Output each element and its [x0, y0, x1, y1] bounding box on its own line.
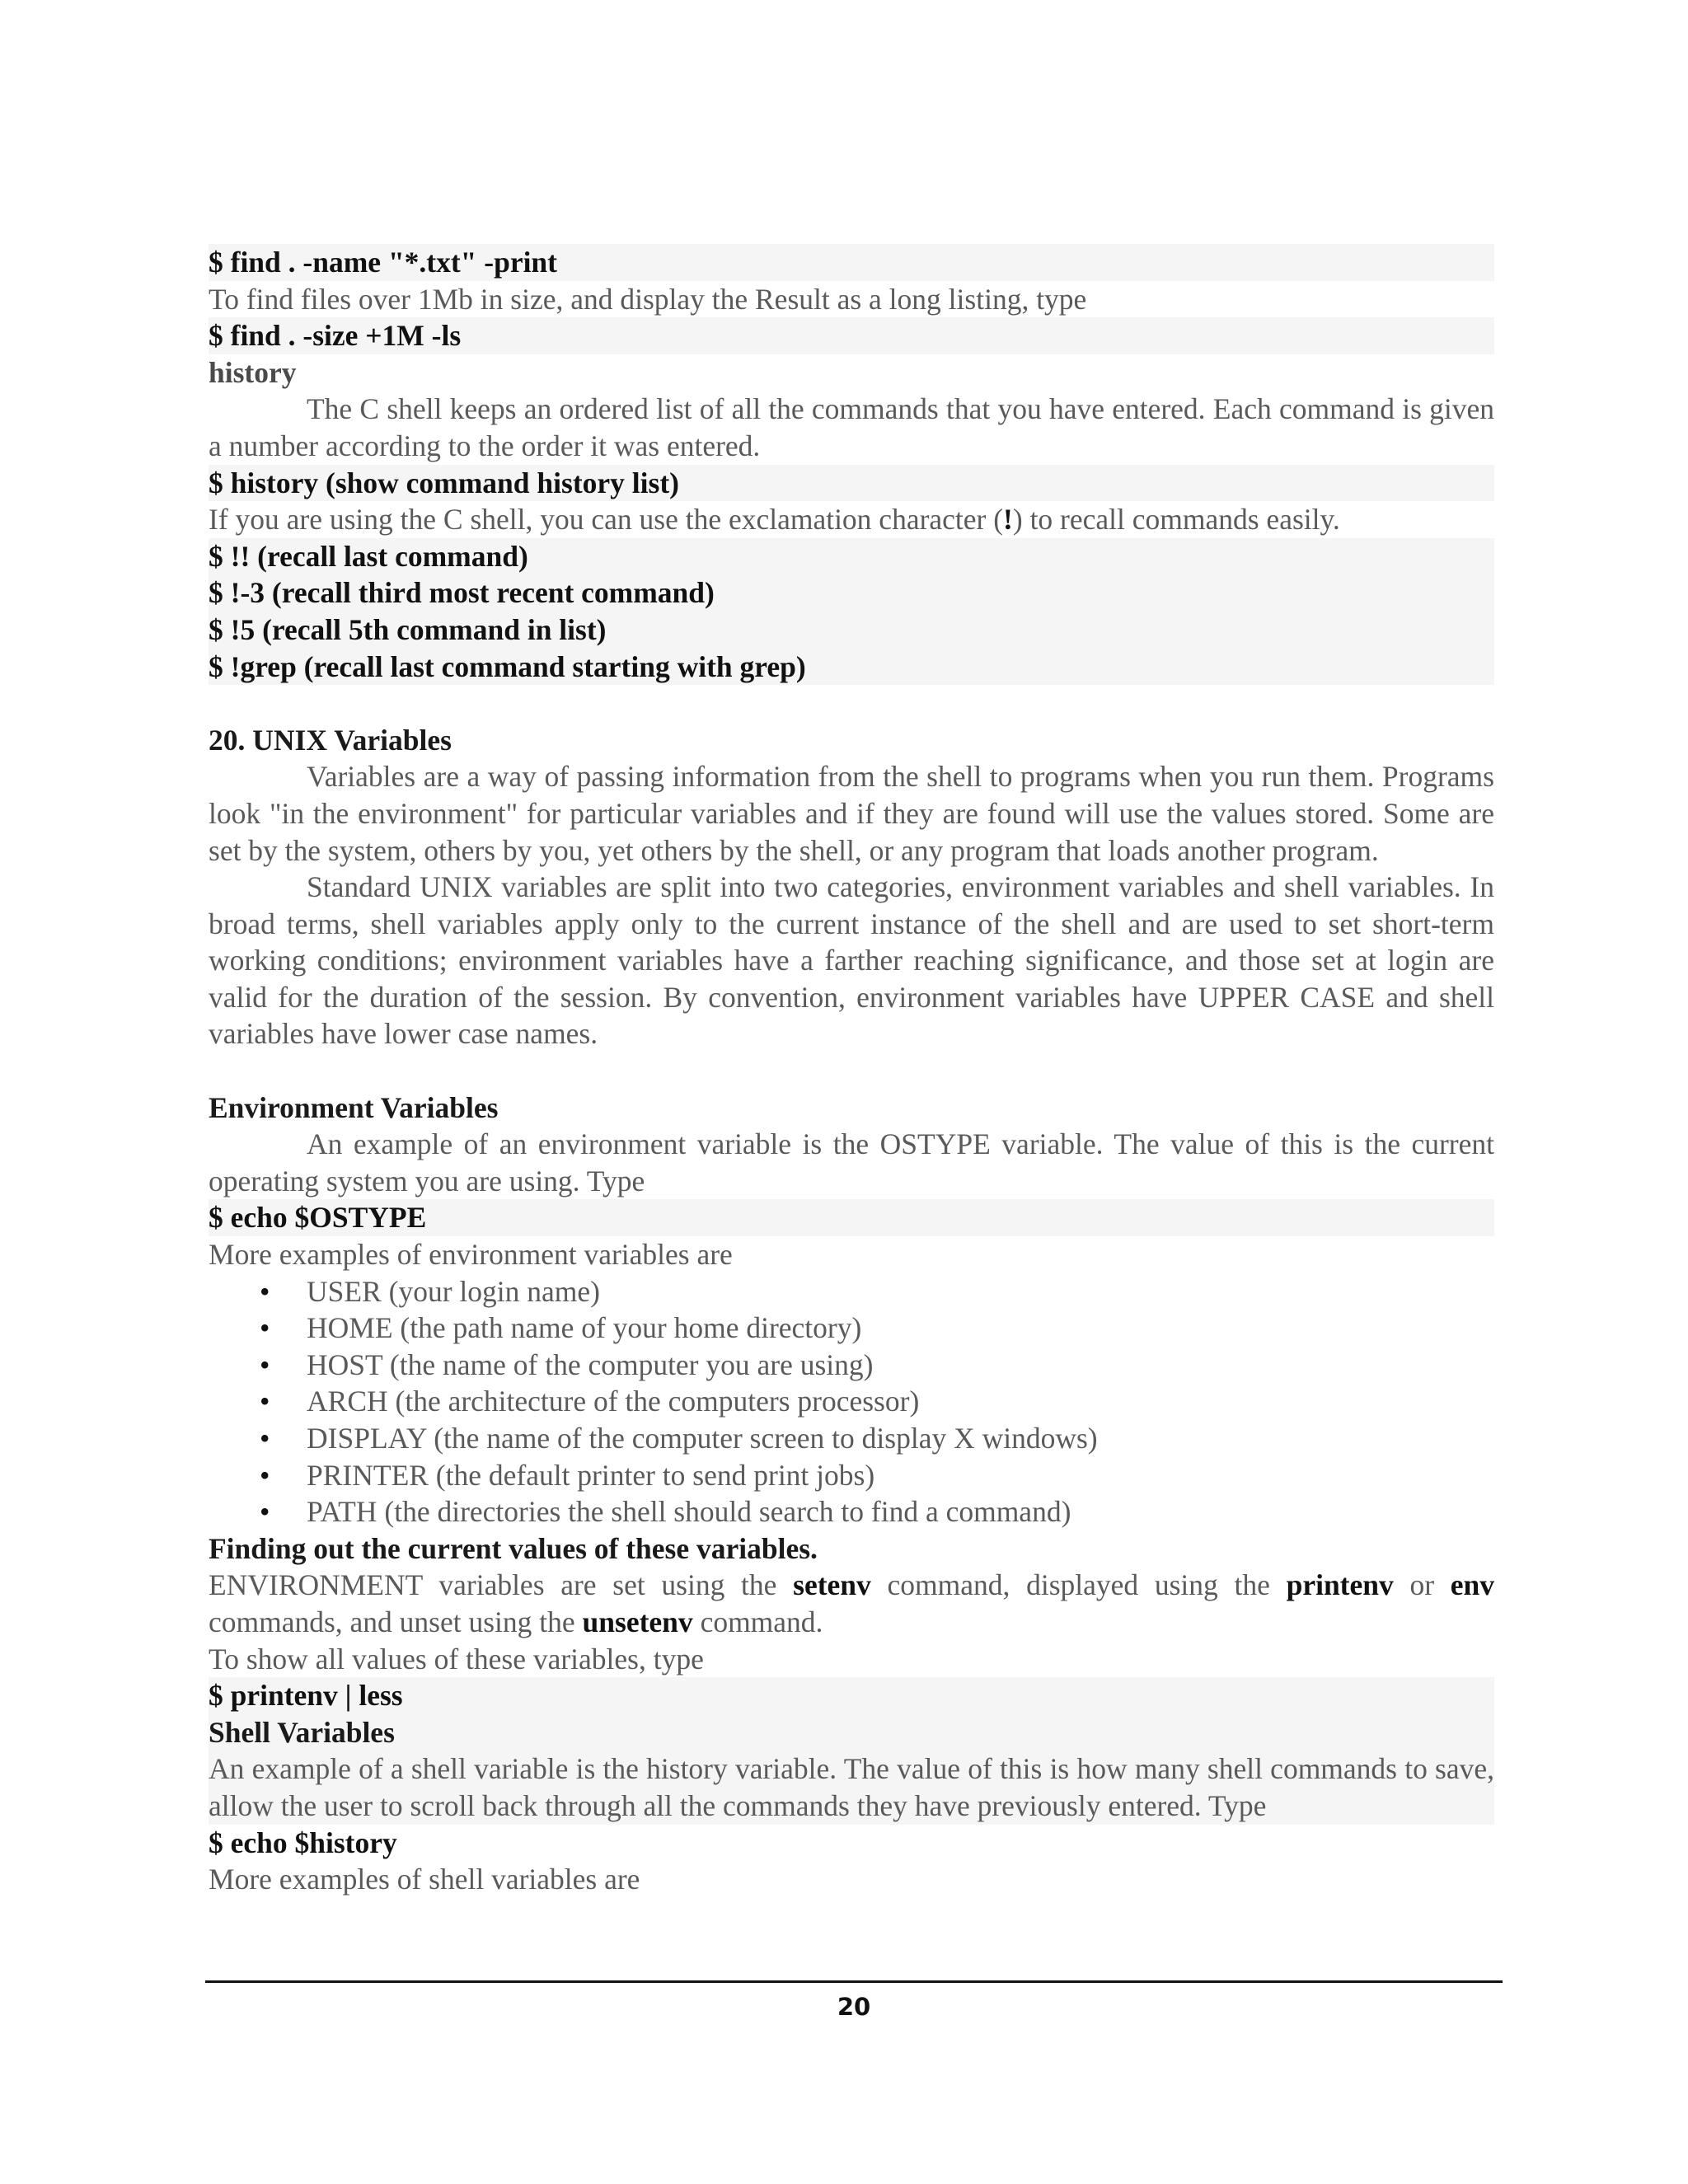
- section-heading-finding-values: Finding out the current values of these variables.: [209, 1531, 818, 1565]
- command-find-name: $ find . -name "*.txt" -print: [209, 244, 1494, 281]
- list-item: [209, 1273, 1494, 1310]
- unix-variables-paragraph-1: Variables are a way of passing information from the shell to programs when you run them. Programs look "in the environment" for particular variables and if they are found will use the values stored. Some are set by the system, others by you, yet others by the shell, or any program that loads another program.: [209, 760, 1494, 867]
- list-item-text: PATH (the directories the shell should search to find a command): [307, 1495, 1071, 1529]
- section-heading-environment-variables: Environment Variables: [209, 1090, 499, 1124]
- bullet-icon: •: [260, 1458, 270, 1492]
- command-printenv-less: $ printenv | less: [209, 1677, 1494, 1714]
- list-item-text: USER (your login name): [307, 1274, 600, 1308]
- keyword-printenv: printenv: [1286, 1568, 1394, 1602]
- text: commands, and unset using the: [209, 1605, 583, 1638]
- command-history: $ history (show command history list): [209, 465, 1494, 502]
- list-item: [209, 1493, 1494, 1530]
- environment-variables-paragraph: An example of an environment variable is the OSTYPE variable. The value of this is the current operating system you are using. Type: [209, 1127, 1494, 1197]
- keyword-env: env: [1450, 1568, 1495, 1602]
- page-number: 20: [837, 1993, 871, 2021]
- list-item-text: HOME (the path name of your home directory): [307, 1311, 862, 1345]
- list-item-text: DISPLAY (the name of the computer screen to display X windows): [307, 1422, 1098, 1455]
- keyword-unsetenv: unsetenv: [582, 1605, 693, 1638]
- bullet-icon: •: [260, 1274, 270, 1308]
- bullet-icon: •: [260, 1311, 270, 1345]
- list-item: [209, 1420, 1494, 1457]
- command-recall-last: $ !! (recall last command): [209, 538, 1494, 575]
- list-item: [209, 1383, 1494, 1420]
- page-content: [209, 244, 1494, 1898]
- bullet-icon: •: [260, 1385, 270, 1418]
- exclamation-paragraph: [209, 501, 1494, 538]
- list-item-text: ARCH (the architecture of the computers processor): [307, 1385, 920, 1418]
- unix-variables-paragraph-2: Standard UNIX variables are split into two categories, environment variables and shell variables. In broad terms, shell variables apply only to the current instance of the shell and are used to set short-term working conditions; environment variables have a farther reaching significance, and those set at login are valid for the duration of the session. By convention, environment variables have UPPER CASE and shell variables have lower case names.: [209, 870, 1494, 1051]
- keyword-setenv: setenv: [793, 1568, 871, 1602]
- history-paragraph: The C shell keeps an ordered list of all the commands that you have entered. Each command is given a number according to the order it was entered.: [209, 392, 1494, 462]
- command-recall-fifth: $ !5 (recall 5th command in list): [209, 612, 1494, 649]
- find-size-intro: To find files over 1Mb in size, and display the Result as a long listing, type: [209, 282, 1087, 316]
- history-label: history: [209, 355, 297, 389]
- list-item: [209, 1347, 1494, 1384]
- command-echo-ostype: $ echo $OSTYPE: [209, 1199, 1494, 1236]
- command-recall-third: $ !-3 (recall third most recent command): [209, 574, 1494, 612]
- finding-values-paragraph: [209, 1567, 1494, 1640]
- exclamation-text-after: ) to recall commands easily.: [1012, 503, 1340, 537]
- shell-variables-paragraph: An example of a shell variable is the history variable. The value of this is how many shell commands to save, allow the user to scroll back through all the commands they have previously entered. Type: [209, 1750, 1494, 1824]
- command-find-size: $ find . -size +1M -ls: [209, 317, 1494, 354]
- environment-examples-intro: More examples of environment variables are: [209, 1238, 733, 1272]
- exclamation-char: !: [1003, 503, 1013, 537]
- shell-examples-intro: More examples of shell variables are: [209, 1863, 640, 1896]
- list-item: [209, 1310, 1494, 1347]
- exclamation-text-before: If you are using the C shell, you can use the exclamation character (: [209, 503, 1004, 537]
- section-heading-shell-variables: Shell Variables: [209, 1714, 1494, 1751]
- text: or: [1393, 1568, 1451, 1602]
- bullet-icon: •: [260, 1495, 270, 1529]
- text: ENVIRONMENT variables are set using the: [209, 1568, 794, 1602]
- environment-variables-list: [209, 1273, 1494, 1530]
- footer-divider: [205, 1980, 1503, 1983]
- list-item-text: PRINTER (the default printer to send print jobs): [307, 1458, 875, 1492]
- text: command.: [692, 1605, 823, 1638]
- spacer: [209, 1052, 1494, 1090]
- command-echo-history: $ echo $history: [209, 1825, 1494, 1862]
- bullet-icon: •: [260, 1347, 270, 1381]
- text: command, displayed using the: [870, 1568, 1287, 1602]
- list-item-text: HOST (the name of the computer you are using): [307, 1347, 874, 1381]
- spacer: [209, 685, 1494, 722]
- command-recall-grep: $ !grep (recall last command starting with grep): [209, 649, 1494, 686]
- bullet-icon: •: [260, 1422, 270, 1455]
- section-heading-unix-variables: 20. UNIX Variables: [209, 723, 452, 757]
- show-all-values-intro: To show all values of these variables, type: [209, 1642, 704, 1675]
- list-item: [209, 1457, 1494, 1494]
